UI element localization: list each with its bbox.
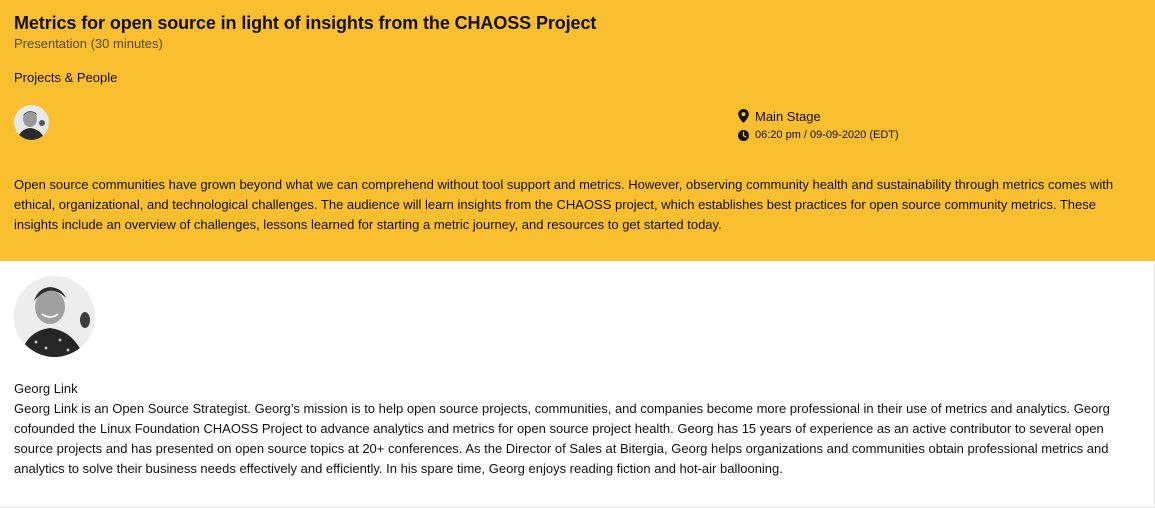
speaker-photo-large [14,276,95,357]
location-row [738,107,899,125]
time-row [738,126,899,144]
session-abstract: Open source communities have grown beyond what we can comprehend without tool support and metrics. However, observing community health and sustainability through metrics comes with ethical, organizational, and technological challenges. The audience will learn insights from the CHAOSS project, which establishes best practices for open source community metrics. These insights include an overview of challenges, lessons learned for starting a metric journey, and resources to get started today. [14,177,1114,232]
speaker-bio: Georg Link is an Open Source Strategist. Georg’s mission is to help open source projects, communities, and companies become more professional in their use of metrics and analytics. Georg cofounded the Linux Foundation CHAOSS Project to advance analytics and metrics for open source project health. Georg has 15 years of experience as an active contributor to several open source projects and has presented on open source topics at 20+ conferences. As the Director of Sales at Bitergia, Georg helps organizations and communities obtain professional metrics and analytics to solve their business needs effectively and efficiently. In his spare time, Georg enjoys reading fiction and hot-air ballooning. [14,401,1110,476]
session-location-block [738,107,899,144]
speaker-section [0,261,1155,508]
session-title: Metrics for open source in light of insights from the CHAOSS Project [14,13,597,33]
session-format: Presentation (30 minutes) [14,36,163,51]
clock-icon [738,130,749,141]
speaker-photo [14,105,49,140]
speaker-name: Georg Link [14,381,78,396]
time-label: 06:20 pm / 09-09-2020 (EDT) [755,129,899,141]
speaker-avatar-large[interactable] [14,276,95,357]
map-marker-icon [738,109,749,123]
speaker-avatar-small[interactable] [14,105,49,140]
location-label: Main Stage [755,108,821,124]
session-track: Projects & People [14,70,118,85]
